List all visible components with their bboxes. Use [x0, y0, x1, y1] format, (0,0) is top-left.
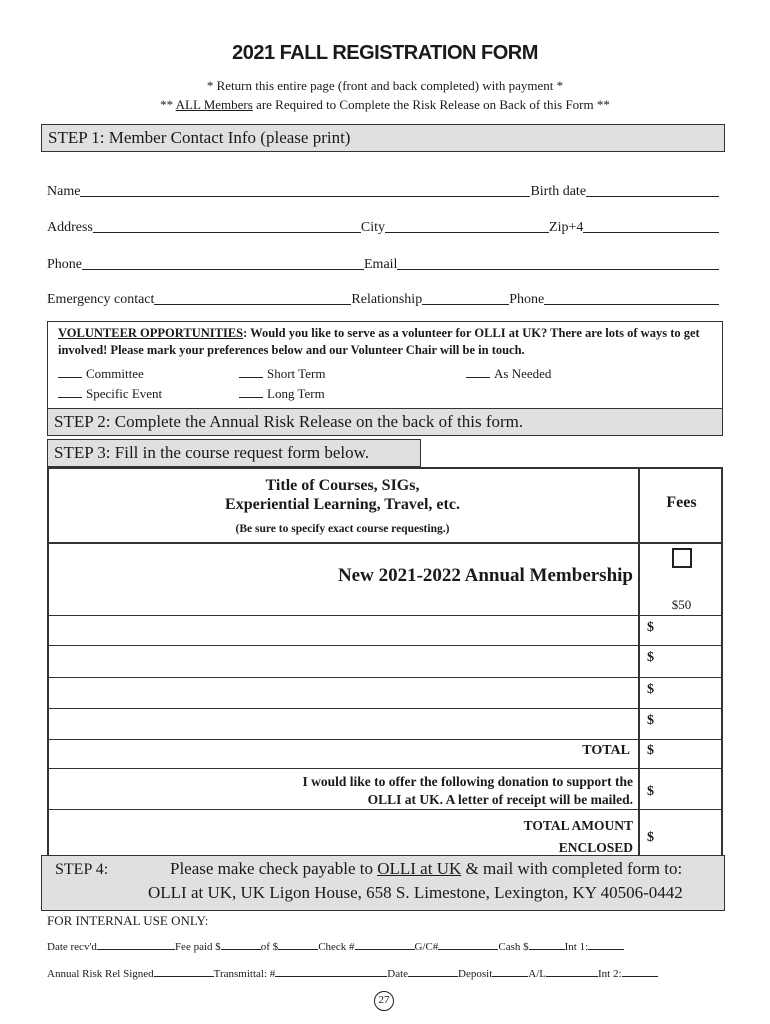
city-input[interactable] [385, 219, 549, 233]
emergency-row [47, 288, 719, 308]
form-title: 2021 FALL REGISTRATION FORM [232, 42, 538, 64]
option-as-needed[interactable]: As Needed [466, 366, 551, 382]
name-input[interactable] [80, 183, 530, 197]
step1-header: STEP 1: Member Contact Info (please print) [41, 124, 725, 152]
step4-address: OLLI at UK, UK Ligon House, 658 S. Limestone, Lexington, KY 40506-0442 [148, 883, 683, 902]
course-row-2[interactable] [49, 647, 637, 675]
int2-input[interactable] [622, 967, 658, 977]
city-label: City [360, 220, 386, 235]
address-row [47, 216, 719, 236]
check-input[interactable] [355, 940, 415, 950]
option-specific-event[interactable]: Specific Event [58, 386, 162, 402]
phone-input[interactable] [82, 256, 364, 270]
cash-input[interactable] [529, 940, 565, 950]
option-short-term[interactable]: Short Term [239, 366, 325, 382]
int1-input[interactable] [588, 940, 624, 950]
address-label: Address [47, 220, 93, 235]
emergency-input[interactable] [154, 291, 351, 305]
email-label: Email [364, 257, 398, 272]
volunteer-text: VOLUNTEER OPPORTUNITIES: Would you like to serve as a volunteer for OLLI at UK? There are lots of ways to get involved! Please mark your preferences below and our Volunteer Chair will be in touch. [58, 326, 700, 357]
page-number: 27 [374, 991, 394, 1011]
total-fee[interactable]: $ [647, 743, 654, 758]
internal-row-2: Annual Risk Rel Signed Transmittal: # Date Deposit A/L Int 2: [47, 967, 658, 980]
course-row-3-fee[interactable]: $ [647, 682, 654, 697]
course-header: Title of Courses, SIGs, Experiential Learning, Travel, etc. (Be sure to specify exact course requesting.) [225, 477, 460, 535]
birth-date-label: Birth date [530, 184, 587, 199]
relationship-label: Relationship [351, 292, 423, 307]
al-input[interactable] [546, 967, 598, 977]
volunteer-heading: VOLUNTEER OPPORTUNITIES [58, 326, 244, 340]
fees-column-divider [638, 467, 640, 857]
step2-header: STEP 2: Complete the Annual Risk Release on the back of this form. [47, 408, 723, 436]
relationship-input[interactable] [422, 291, 509, 305]
option-long-term[interactable]: Long Term [239, 386, 325, 402]
transmittal-input[interactable] [275, 967, 387, 977]
course-row-2-fee[interactable]: $ [647, 650, 654, 665]
gc-input[interactable] [438, 940, 498, 950]
address-input[interactable] [93, 219, 361, 233]
course-row-4-fee[interactable]: $ [647, 713, 654, 728]
step4-line1: Please make check payable to OLLI at UK & mail with completed form to: [170, 859, 683, 878]
date-input[interactable] [408, 967, 458, 977]
membership-label: New 2021-2022 Annual Membership [337, 565, 633, 586]
birth-date-input[interactable] [586, 183, 719, 197]
total-amount-fee[interactable]: $ [647, 830, 654, 845]
fee-paid-input[interactable] [221, 940, 261, 950]
zip-input[interactable] [583, 219, 719, 233]
name-row [47, 180, 719, 200]
email-input[interactable] [397, 256, 719, 270]
phone-row [47, 253, 719, 273]
of-input[interactable] [278, 940, 318, 950]
phone-label: Phone [47, 257, 82, 272]
internal-row-1: Date recv'd Fee paid $ of $ Check # G/C# Cash $ Int 1: [47, 940, 624, 953]
deposit-input[interactable] [492, 967, 528, 977]
risk-signed-input[interactable] [154, 967, 214, 977]
donation-text: I would like to offer the following donation to support the OLLI at UK. A letter of receipt will be mailed. [302, 774, 633, 807]
total-amount-label: TOTAL AMOUNT ENCLOSED [523, 818, 633, 855]
membership-fee: $50 [671, 597, 692, 612]
instruction-line-2: ** ALL Members are Required to Complete the Risk Release on Back of this Form ** [160, 97, 610, 112]
course-row-1[interactable] [49, 617, 637, 643]
phone2-input[interactable] [544, 291, 719, 305]
instruction-line-1: * Return this entire page (front and back completed) with payment * [206, 78, 564, 93]
olli-payee: OLLI at UK [377, 859, 462, 878]
course-row-4[interactable] [49, 710, 637, 738]
step4-label: STEP 4: [55, 861, 109, 878]
date-recvd-input[interactable] [97, 940, 175, 950]
course-row-1-fee[interactable]: $ [647, 620, 654, 635]
donation-fee[interactable]: $ [647, 784, 654, 799]
membership-checkbox[interactable] [672, 548, 692, 568]
step3-header: STEP 3: Fill in the course request form below. [47, 439, 421, 467]
fees-header: Fees [666, 494, 697, 511]
total-label: TOTAL [582, 743, 630, 758]
name-label: Name [47, 184, 81, 199]
zip-label: Zip+4 [549, 220, 584, 235]
internal-heading: FOR INTERNAL USE ONLY: [47, 913, 209, 928]
course-row-3[interactable] [49, 679, 637, 707]
phone2-label: Phone [509, 292, 545, 307]
option-committee[interactable]: Committee [58, 366, 144, 382]
emergency-label: Emergency contact [47, 292, 155, 307]
all-members-text: ALL Members [175, 97, 253, 112]
